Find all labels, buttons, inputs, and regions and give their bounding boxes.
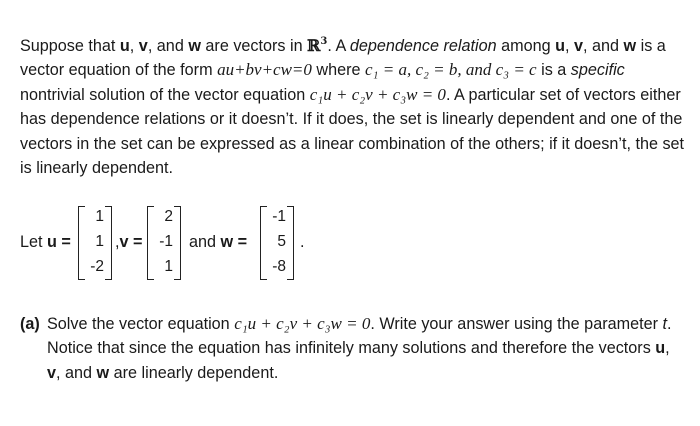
definition-end-period: .	[300, 233, 305, 251]
vector-v-matrix	[147, 206, 181, 278]
matrix-entry: 1	[95, 208, 104, 225]
parameter-t: t	[662, 315, 667, 333]
w-label: w =	[220, 233, 248, 251]
vector-equation: c₁u + c₂v + c₃w = 0	[309, 84, 446, 104]
intro-text: . A	[327, 37, 350, 55]
v-label: v =	[119, 233, 143, 251]
intro-text: where	[311, 61, 366, 80]
matrix-entry: -2	[90, 258, 104, 275]
vector-equation: c₁u + c₂v + c₃w = 0	[234, 314, 371, 333]
vec-v: v	[138, 37, 148, 55]
u-label: u =	[47, 233, 71, 251]
vec-w: w	[188, 37, 201, 55]
vec-u: u	[119, 37, 130, 55]
matrix-entry: 1	[164, 258, 173, 275]
intro-text: . A particular set of vectors either has dependence relations or it doesn’t. If it does, the set is linearly dependent and one of the vectors in the set can be expressed as a linear combination of the others; if it doesn’t, the set is linearly dependent.	[20, 85, 685, 178]
matrix-entry: -1	[272, 208, 286, 225]
real-space-symbol: ℝ$^3$	[307, 36, 328, 55]
matrix-entry: 2	[164, 208, 173, 225]
vectors-definition: Let u =	[20, 233, 71, 251]
equation-form: au+bv+cw=0	[217, 60, 312, 80]
part-a-question: Solve the vector equation c₁u + c₂v + c₃w = 0. Write your answer using the parameter t. Notice that since the equation has infinitely many solutions and therefore the vectors u, v, and w are linearly dependent.	[47, 314, 672, 382]
intro-text: nontrivial solution of the vector equation	[20, 85, 310, 104]
term-specific: specific	[570, 61, 625, 80]
matrix-entry: 5	[277, 233, 286, 250]
intro-text: , and	[147, 37, 189, 55]
intro-text: Suppose that	[20, 37, 120, 55]
intro-text: are vectors in	[200, 37, 308, 55]
part-a-label: (a)	[20, 315, 40, 333]
matrix-entry: 1	[95, 233, 104, 250]
matrix-entry: -1	[159, 233, 173, 250]
w-label-group: and w =	[189, 233, 248, 251]
vector-w-matrix	[260, 206, 294, 278]
intro-text: ,	[129, 37, 139, 55]
intro-paragraph: Suppose that u, v, and w are vectors in ℝ$^3$. A dependence relation among u, v, and w is a vector equation of the form au+bv+cw=0 where c₁ = a, c₂ = b, and c₃ = c is a specific nontrivial solution of the vector equation c₁u + c₂v + c₃w = 0. A particular set of vectors either has dependence relations or it doesn’t. If it does, the set is linearly dependent and one of the vectors in the set can be expressed as a linear combination of the others; if it doesn’t, the set is linearly dependent.	[20, 36, 685, 178]
matrix-entry: -8	[272, 258, 286, 275]
coefficient-definition: c₁ = a, c₂ = b, and c₃ = c	[365, 60, 537, 80]
intro-text: is a vector equation of the form	[20, 37, 666, 80]
intro-text: is a	[536, 61, 571, 80]
vector-u-matrix	[78, 206, 112, 278]
v-label-group: ,v =	[115, 233, 143, 251]
intro-text: among	[496, 37, 556, 55]
term-dependence-relation: dependence relation	[349, 37, 497, 55]
